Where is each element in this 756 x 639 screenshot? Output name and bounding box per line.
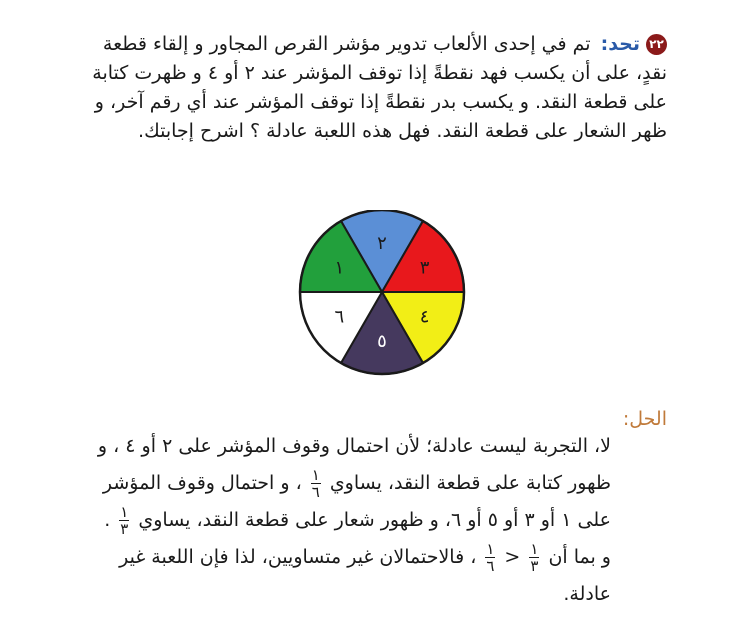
spinner-sector-label: ٢ — [377, 232, 387, 254]
spinner-sector-label: ٦ — [334, 306, 345, 328]
spinner-sector-label: ٤ — [419, 306, 430, 328]
solution-part-1: لا، التجربة ليست عادلة؛ لأن احتمال وقوف المؤشر على ٢ أو ٤ ، و ظهور كتابة على قطعة النقد، يساوي — [97, 435, 611, 494]
fraction-numerator: ١ — [120, 503, 129, 521]
fraction-one-sixth-compare — [485, 541, 495, 574]
fraction-denominator: ٦ — [311, 483, 320, 501]
challenge-label: تحد: — [600, 33, 640, 55]
solution-label: الحل: — [622, 408, 667, 430]
fraction-denominator: ٣ — [530, 557, 539, 575]
fraction-one-third — [119, 504, 129, 537]
problem-statement — [87, 30, 667, 146]
spinner-sector-label: ٣ — [419, 257, 430, 279]
fraction-numerator: ١ — [311, 466, 320, 484]
spinner-wheel — [297, 210, 467, 380]
solution-text — [91, 428, 611, 613]
solution-part-3: . و بما أن — [104, 509, 611, 568]
fraction-one-third-compare — [529, 541, 539, 574]
fraction-one-sixth — [311, 467, 321, 500]
solution-part-2: ، و احتمال وقوف المؤشر على ١ أو ٣ أو ٥ أو ٦، و ظهور شعار على قطعة النقد، يساوي — [102, 472, 611, 531]
fraction-numerator: ١ — [530, 540, 539, 558]
less-than-sign: < — [504, 546, 521, 568]
fraction-denominator: ٣ — [120, 520, 129, 538]
spinner-sector-label: ٥ — [377, 331, 387, 353]
spinner-sector-label: ١ — [334, 257, 345, 279]
solution-part-4: ، فالاحتمالان غير متساويين، لذا فإن اللعبة غير عادلة. — [119, 546, 611, 605]
problem-number-badge: ٢٢ — [646, 34, 667, 55]
fraction-numerator: ١ — [486, 540, 495, 558]
problem-text: تم في إحدى الألعاب تدوير مؤشر القرص المجاور و إلقاء قطعة نقدٍ، على أن يكسب فهد نقطةً إذا توقف المؤشر عند ٢ أو ٤ و ظهرت كتابة على قطعة النقد. و يكسب بدر نقطةً إذا توقف المؤشر عند أي رقم آخر، و ظهر الشعار على قطعة النقد. فهل هذه اللعبة عادلة ؟ اشرح إجابتك. — [92, 33, 667, 142]
fraction-denominator: ٦ — [486, 557, 495, 575]
